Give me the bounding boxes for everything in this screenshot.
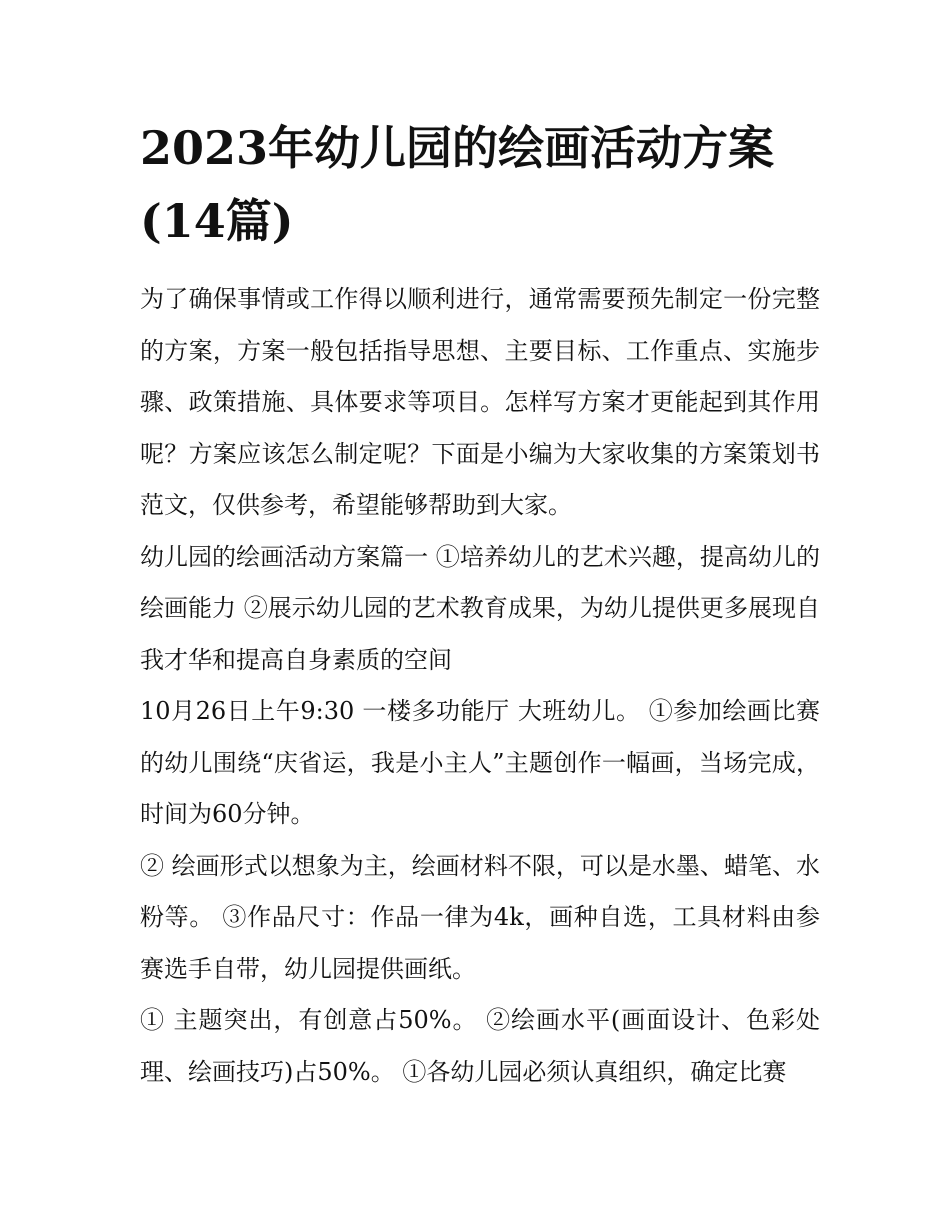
materials-paragraph: ② 绘画形式以想象为主，绘画材料不限，可以是水墨、蜡笔、水粉等。 ③作品尺寸：作品一律为4k，画种自选，工具材料由参赛选手自带，幼儿园提供画纸。 <box>140 851 820 983</box>
section-one-goals-paragraph: 幼儿园的绘画活动方案篇一 ①培养幼儿的艺术兴趣，提高幼儿的绘画能力 ②展示幼儿园的艺术教育成果，为幼儿提供更多展现自我才华和提高自身素质的空间 <box>140 542 820 674</box>
time-place-paragraph: 10月26日上午9:30 一楼多功能厅 大班幼儿。 ①参加绘画比赛的幼儿围绕“庆省运，我是小主人”主题创作一幅画，当场完成，时间为60分钟。 <box>140 697 820 828</box>
intro-paragraph: 为了确保事情或工作得以顺利进行，通常需要预先制定一份完整的方案，方案一般包括指导思想、主要目标、工作重点、实施步骤、政策措施、具体要求等项目。怎样写方案才更能起到其作用呢？方案应该怎么制定呢？下面是小编为大家收集的方案策划书范文，仅供参考，希望能够帮助到大家。 <box>140 285 820 519</box>
document-page <box>140 112 820 1098</box>
scoring-paragraph: ① 主题突出，有创意占50%。 ②绘画水平(画面设计、色彩处理、绘画技巧)占50%。 ①各幼儿园必须认真组织，确定比赛 <box>140 1006 820 1086</box>
document-title: 2023年幼儿园的绘画活动方案(14篇) <box>140 121 775 248</box>
